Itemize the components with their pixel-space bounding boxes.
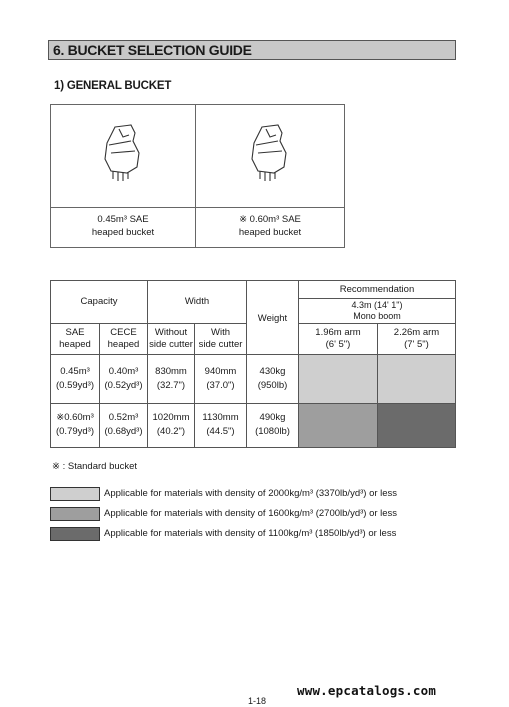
row1-with-line1: 940mm	[204, 366, 237, 377]
header-weight: Weight	[257, 313, 288, 324]
bucket-caption-line1: 0.45m³ SAE	[97, 214, 149, 225]
bucket-icon	[101, 123, 145, 185]
bucket-caption-line1: ※ 0.60m³ SAE	[239, 214, 301, 225]
row1-cece-line1: 0.40m³	[108, 366, 139, 377]
header-with-line1: With	[211, 327, 230, 338]
row1-weight-line2: (950lb)	[257, 380, 288, 391]
header-with-line2: side cutter	[198, 339, 243, 350]
row2-without-line1: 1020mm	[152, 412, 190, 423]
standard-bucket-note: ※ : Standard bucket	[52, 461, 138, 472]
row2-arm2-shade	[378, 404, 455, 447]
header-sae	[51, 327, 99, 351]
row2-without-line2: (40.2")	[156, 426, 186, 437]
bucket-image-cell	[51, 105, 195, 208]
row2-with-line1: 1130mm	[202, 412, 239, 423]
header-cece-line2: heaped	[107, 339, 140, 350]
row2-cece-line2: (0.68yd³)	[104, 426, 143, 437]
row2-with-line2: (44.5")	[206, 426, 235, 437]
watermark-url: www.epcatalogs.com	[297, 683, 437, 698]
section-title: 6. BUCKET SELECTION GUIDE	[48, 40, 456, 60]
bucket-caption	[196, 208, 344, 247]
grid-line	[51, 403, 455, 404]
bucket-image-cell	[196, 105, 344, 208]
row2-cece-line1: 0.52m³	[108, 412, 139, 423]
bucket-cell-060	[196, 105, 344, 247]
bucket-caption	[51, 208, 195, 247]
row1-without	[148, 365, 194, 393]
header-arm2-line2: (7' 5")	[404, 339, 429, 350]
header-without-line2: side cutter	[149, 339, 193, 350]
bucket-illustration-table	[50, 104, 345, 248]
legend-swatch-medium	[50, 507, 100, 521]
row1-sae-line2: (0.59yd³)	[55, 380, 94, 391]
row1-without-line2: (32.7")	[156, 380, 186, 391]
legend-swatch-dark	[50, 527, 100, 541]
header-without-line1: Without	[154, 327, 188, 338]
header-arm1-line1: 1.96m arm	[315, 327, 361, 338]
header-sae-line1: SAE	[65, 327, 85, 338]
header-width: Width	[184, 296, 210, 307]
row1-sae	[51, 365, 99, 393]
row2-weight-line1: 490kg	[259, 412, 286, 423]
header-boom-line1: 4.3m (14' 1")	[351, 300, 403, 310]
header-boom	[299, 300, 455, 321]
legend-text: Applicable for materials with density of 1600kg/m³ (2700lb/yd³) or less	[104, 508, 398, 519]
header-arm-226	[378, 327, 455, 351]
header-arm-196	[299, 327, 377, 351]
row2-weight	[247, 411, 298, 439]
legend-swatch-light	[50, 487, 100, 501]
row2-sae-line2: (0.79yd³)	[55, 426, 94, 437]
row1-with-line2: (37.0")	[206, 380, 235, 391]
bucket-caption-line2: heaped bucket	[91, 227, 155, 238]
bucket-caption-line2: heaped bucket	[238, 227, 302, 238]
header-cece-line1: CECE	[110, 327, 137, 338]
row1-with	[195, 365, 246, 393]
subsection-title: 1) GENERAL BUCKET	[54, 80, 172, 92]
grid-line	[298, 323, 455, 324]
header-without-cutter	[148, 327, 194, 351]
row1-weight-line1: 430kg	[259, 366, 286, 377]
row2-sae-line1: ※0.60m³	[56, 412, 94, 423]
header-boom-line2: Mono boom	[353, 310, 401, 321]
grid-line	[51, 354, 455, 355]
header-arm2-line1: 2.26m arm	[393, 327, 440, 338]
page-number: 1-18	[248, 696, 267, 706]
bucket-icon	[248, 123, 292, 185]
legend-text: Applicable for materials with density of 2000kg/m³ (3370lb/yd³) or less	[104, 488, 398, 499]
grid-line	[51, 323, 246, 324]
header-capacity: Capacity	[80, 296, 118, 307]
header-recommendation: Recommendation	[339, 284, 415, 295]
row1-without-line1: 830mm	[155, 366, 187, 377]
row2-sae	[51, 411, 99, 439]
header-arm1-line2: (6' 5")	[325, 339, 351, 350]
row2-weight-line2: (1080lb)	[255, 426, 290, 437]
header-with-cutter	[195, 327, 246, 351]
row1-cece-line2: (0.52yd³)	[104, 380, 143, 391]
row2-without	[148, 411, 194, 439]
row1-arm1-shade	[299, 355, 377, 403]
row2-with	[195, 411, 246, 439]
bucket-spec-table	[50, 280, 456, 448]
row1-sae-line1: 0.45m³	[60, 366, 90, 377]
bucket-cell-045	[51, 105, 196, 247]
row2-cece	[100, 411, 147, 439]
row1-weight	[247, 365, 298, 393]
legend-text: Applicable for materials with density of 1100kg/m³ (1850lb/yd³) or less	[104, 528, 397, 539]
row2-arm1-shade	[299, 404, 377, 447]
header-cece	[100, 327, 147, 351]
row1-cece	[100, 365, 147, 393]
header-sae-line2: heaped	[59, 339, 91, 350]
row1-arm2-shade	[378, 355, 455, 403]
grid-line	[298, 298, 455, 299]
